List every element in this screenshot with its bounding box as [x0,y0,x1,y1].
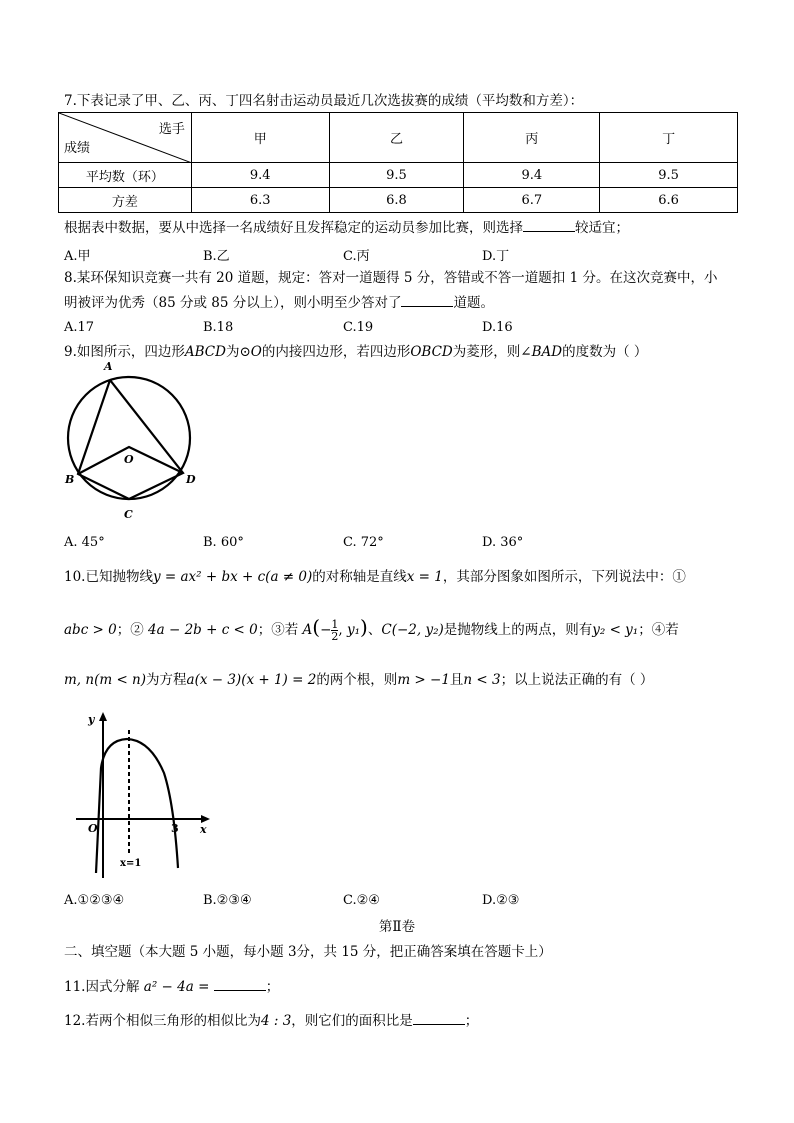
option[interactable]: D.16 [482,320,513,335]
q8-line2: 明被评为优秀（85 分或 85 分以上），则小明至少答对了 道题。 [64,295,494,311]
vertex-label-c: C [124,508,133,521]
table-cell: 6.7 [464,188,600,213]
corner-bottom-label: 成绩 [64,141,91,156]
option[interactable]: B.18 [203,320,234,335]
section-heading: 二、填空题（本大题 5 小题，每小题 3分，共 15 分，把正确答案填在答题卡上） [64,944,552,960]
q10-line2: abc > 0；② 4a − 2b + c < 0；③若 A(− $\frac{1}{2}$ , y₁)、C(−2, y₂)是抛物线上的两点，则有y₂ < y₁；④若 [64,615,679,643]
vertex-label-b: B [65,473,75,486]
table-cell: 9.4 [191,163,329,188]
root-label-3: 3 [171,822,179,835]
table-row [59,188,738,213]
option[interactable]: A. 45° [64,535,105,550]
table-cell: 9.5 [329,163,464,188]
symmetry-axis-label: x=1 [120,858,142,869]
volume-title: 第Ⅱ卷 [378,919,416,935]
row-label: 平均数（环） [59,163,192,188]
q9-stem: 9.如图所示，四边形ABCD为⊙O的内接四边形，若四边形OBCD为菱形，则∠BAD的度数为（ ） [64,344,648,360]
option[interactable]: A.17 [64,320,95,335]
answer-blank[interactable] [214,990,266,991]
table-cell: 9.4 [464,163,600,188]
score-table [58,112,738,213]
answer-blank[interactable] [413,1024,465,1025]
vertex-label-a: A [104,362,113,373]
quadrilateral-abcd [78,380,183,499]
q10-line3: m, n(m < n)为方程a(x − 3)(x + 1) = 2的两个根，则m > −1且n < 3；以上说法正确的有（ ） [64,672,654,688]
parabola-graph [72,708,222,880]
option[interactable]: D.丁 [482,249,510,264]
table-cell: 9.5 [600,163,738,188]
fraction: $\frac{1}{2}$ [331,618,339,643]
option[interactable]: A.甲 [64,249,91,264]
table-row [59,163,738,188]
q11: 11.因式分解 a² − 4a = ； [64,979,280,995]
q10-line1: 10.已知抛物线y = ax² + bx + c(a ≠ 0)的对称轴是直线x = 1，其部分图象如图所示，下列说法中：① [64,569,686,585]
vertex-label-d: D [186,473,196,486]
table-cell: 6.8 [329,188,464,213]
option[interactable]: D.②③ [482,893,520,908]
option[interactable]: C. 72° [343,535,384,550]
x-axis-arrow-icon [201,815,210,823]
answer-blank[interactable] [401,306,453,307]
q7-question: 根据表中数据，要从中选择一名成绩好且发挥稳定的运动员参加比赛，则选择 较适宜； [64,220,629,236]
option[interactable]: B.②③④ [203,893,252,908]
y-axis-label: y [88,713,95,726]
table-cell: 6.3 [191,188,329,213]
option[interactable]: B.乙 [203,249,230,264]
player-header: 甲 [191,113,329,163]
circle-quadrilateral-figure [62,362,212,524]
option[interactable]: C.②④ [343,893,380,908]
player-header: 乙 [329,113,464,163]
table-cell: 6.6 [600,188,738,213]
x-axis-label: x [200,823,207,836]
parabola-curve [96,739,178,873]
row-label: 方差 [59,188,192,213]
option[interactable]: B. 60° [203,535,244,550]
option[interactable]: D. 36° [482,535,524,550]
center-label-o: O [124,453,134,466]
table-corner-cell [59,113,192,163]
player-header: 丙 [464,113,600,163]
circle-o [68,377,190,499]
option[interactable]: A.①②③④ [64,893,125,908]
option[interactable]: C.丙 [343,249,370,264]
q7-stem: 7.下表记录了甲、乙、丙、丁四名射击运动员最近几次选拔赛的成绩（平均数和方差）： [64,93,584,109]
player-header: 丁 [600,113,738,163]
y-axis-arrow-icon [99,712,107,721]
q12: 12.若两个相似三角形的相似比为4 : 3，则它们的面积比是 ； [64,1013,479,1029]
q8-line1: 8.某环保知识竞赛一共有 20 道题，规定：答对一道题得 5 分，答错或不答一道题扣 1 分。在这次竞赛中，小 [64,270,718,286]
corner-top-label: 选手 [158,122,185,137]
answer-blank[interactable] [523,231,575,232]
origin-label: O [88,822,98,835]
option[interactable]: C.19 [343,320,374,335]
